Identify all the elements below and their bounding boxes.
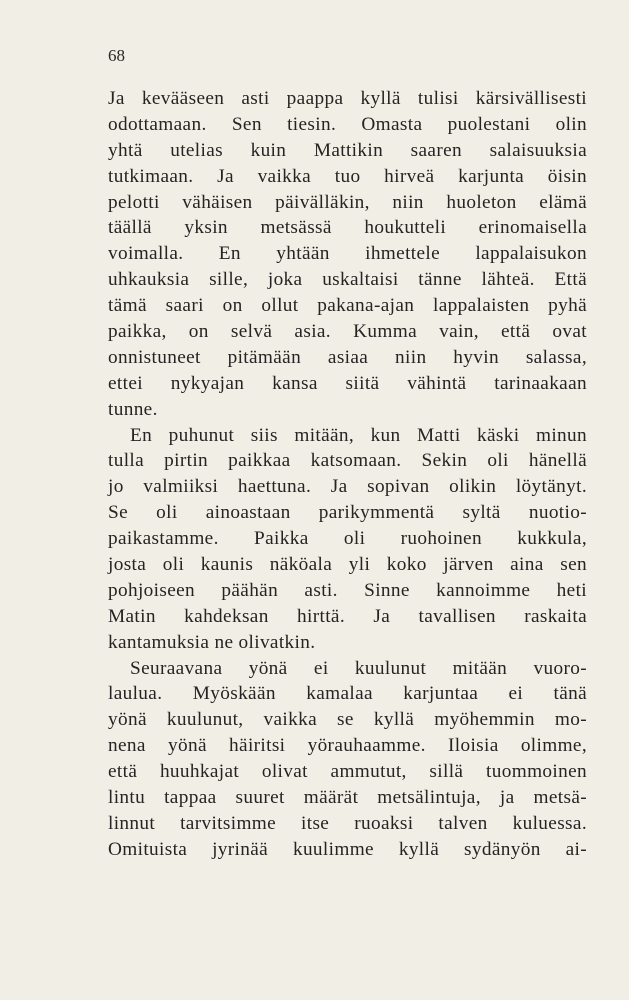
text-line: paikastamme. Paikka oli ruohoinen kukkula, [108, 528, 587, 550]
text-line: Omituista jyrinää kuulimme kyllä sydänyön ai- [108, 838, 587, 860]
text-line: linnut tarvitsimme itse ruoaksi talven kuluessa. [108, 812, 587, 834]
text-line: paikka, on selvä asia. Kumma vain, että ovat [108, 321, 587, 343]
text-line: yönä kuulunut, vaikka se kyllä myöhemmin mo- [108, 709, 587, 731]
text-line: lintu tappaa suuret määrät metsälintuja, ja metsä- [108, 787, 587, 809]
page-number: 68 [108, 46, 125, 65]
text-line: ettei nykyajan kansa siitä vähintä tarinaakaan [108, 372, 587, 394]
text-line: tunne. [108, 398, 158, 420]
text-line: Se oli ainoastaan parikymmentä syltä nuotio- [108, 502, 587, 524]
text-line: nena yönä häiritsi yörauhaamme. Iloisia olimme, [108, 735, 587, 757]
text-line: tulla pirtin paikkaa katsomaan. Sekin oli hänellä [108, 450, 587, 472]
text-line: Ja kevääseen asti paappa kyllä tulisi kärsivällisesti [108, 88, 587, 109]
text-line: yhtä utelias kuin Mattikin saaren salaisuuksia [108, 139, 587, 161]
paragraph [108, 86, 587, 423]
text-line: kantamuksia ne olivatkin. [108, 631, 316, 653]
text-line: tämä saari on ollut pakana-ajan lappalaisten pyhä [108, 295, 587, 317]
text-line: jo valmiiksi haettuna. Ja sopivan olikin löytänyt. [108, 476, 587, 498]
text-line: että huuhkajat olivat ammutut, sillä tuommoinen [108, 761, 587, 783]
text-line: Matin kahdeksan hirttä. Ja tavallisen raskaita [108, 605, 587, 627]
text-line: uhkauksia sille, joka uskaltaisi tänne lähteä. Että [108, 269, 587, 291]
text-line: voimalla. En yhtään ihmettele lappalaisukon [108, 243, 587, 265]
text-line: josta oli kaunis näköala yli koko järven aina sen [108, 554, 587, 576]
text-line: pohjoiseen päähän asti. Sinne kannoimme heti [108, 579, 587, 601]
text-line: onnistuneet pitämään asiaa niin hyvin salassa, [108, 346, 587, 368]
paragraph [108, 656, 587, 863]
paragraph [108, 423, 587, 656]
text-line: Seuraavana yönä ei kuulunut mitään vuoro- [130, 657, 587, 679]
text-line: pelotti vähäisen päivälläkin, niin huoleton elämä [108, 191, 587, 213]
text-line: laulua. Myöskään kamalaa karjuntaa ei tänä [108, 683, 587, 705]
text-line: odottamaan. Sen tiesin. Omasta puolestani olin [108, 113, 587, 135]
text-line: En puhunut siis mitään, kun Matti käski minun [130, 424, 587, 446]
text-line: täällä yksin metsässä houkutteli erinomaisella [108, 217, 587, 239]
text-line: tutkimaan. Ja vaikka tuo hirveä karjunta öisin [108, 165, 587, 187]
page-body-text [108, 86, 587, 863]
